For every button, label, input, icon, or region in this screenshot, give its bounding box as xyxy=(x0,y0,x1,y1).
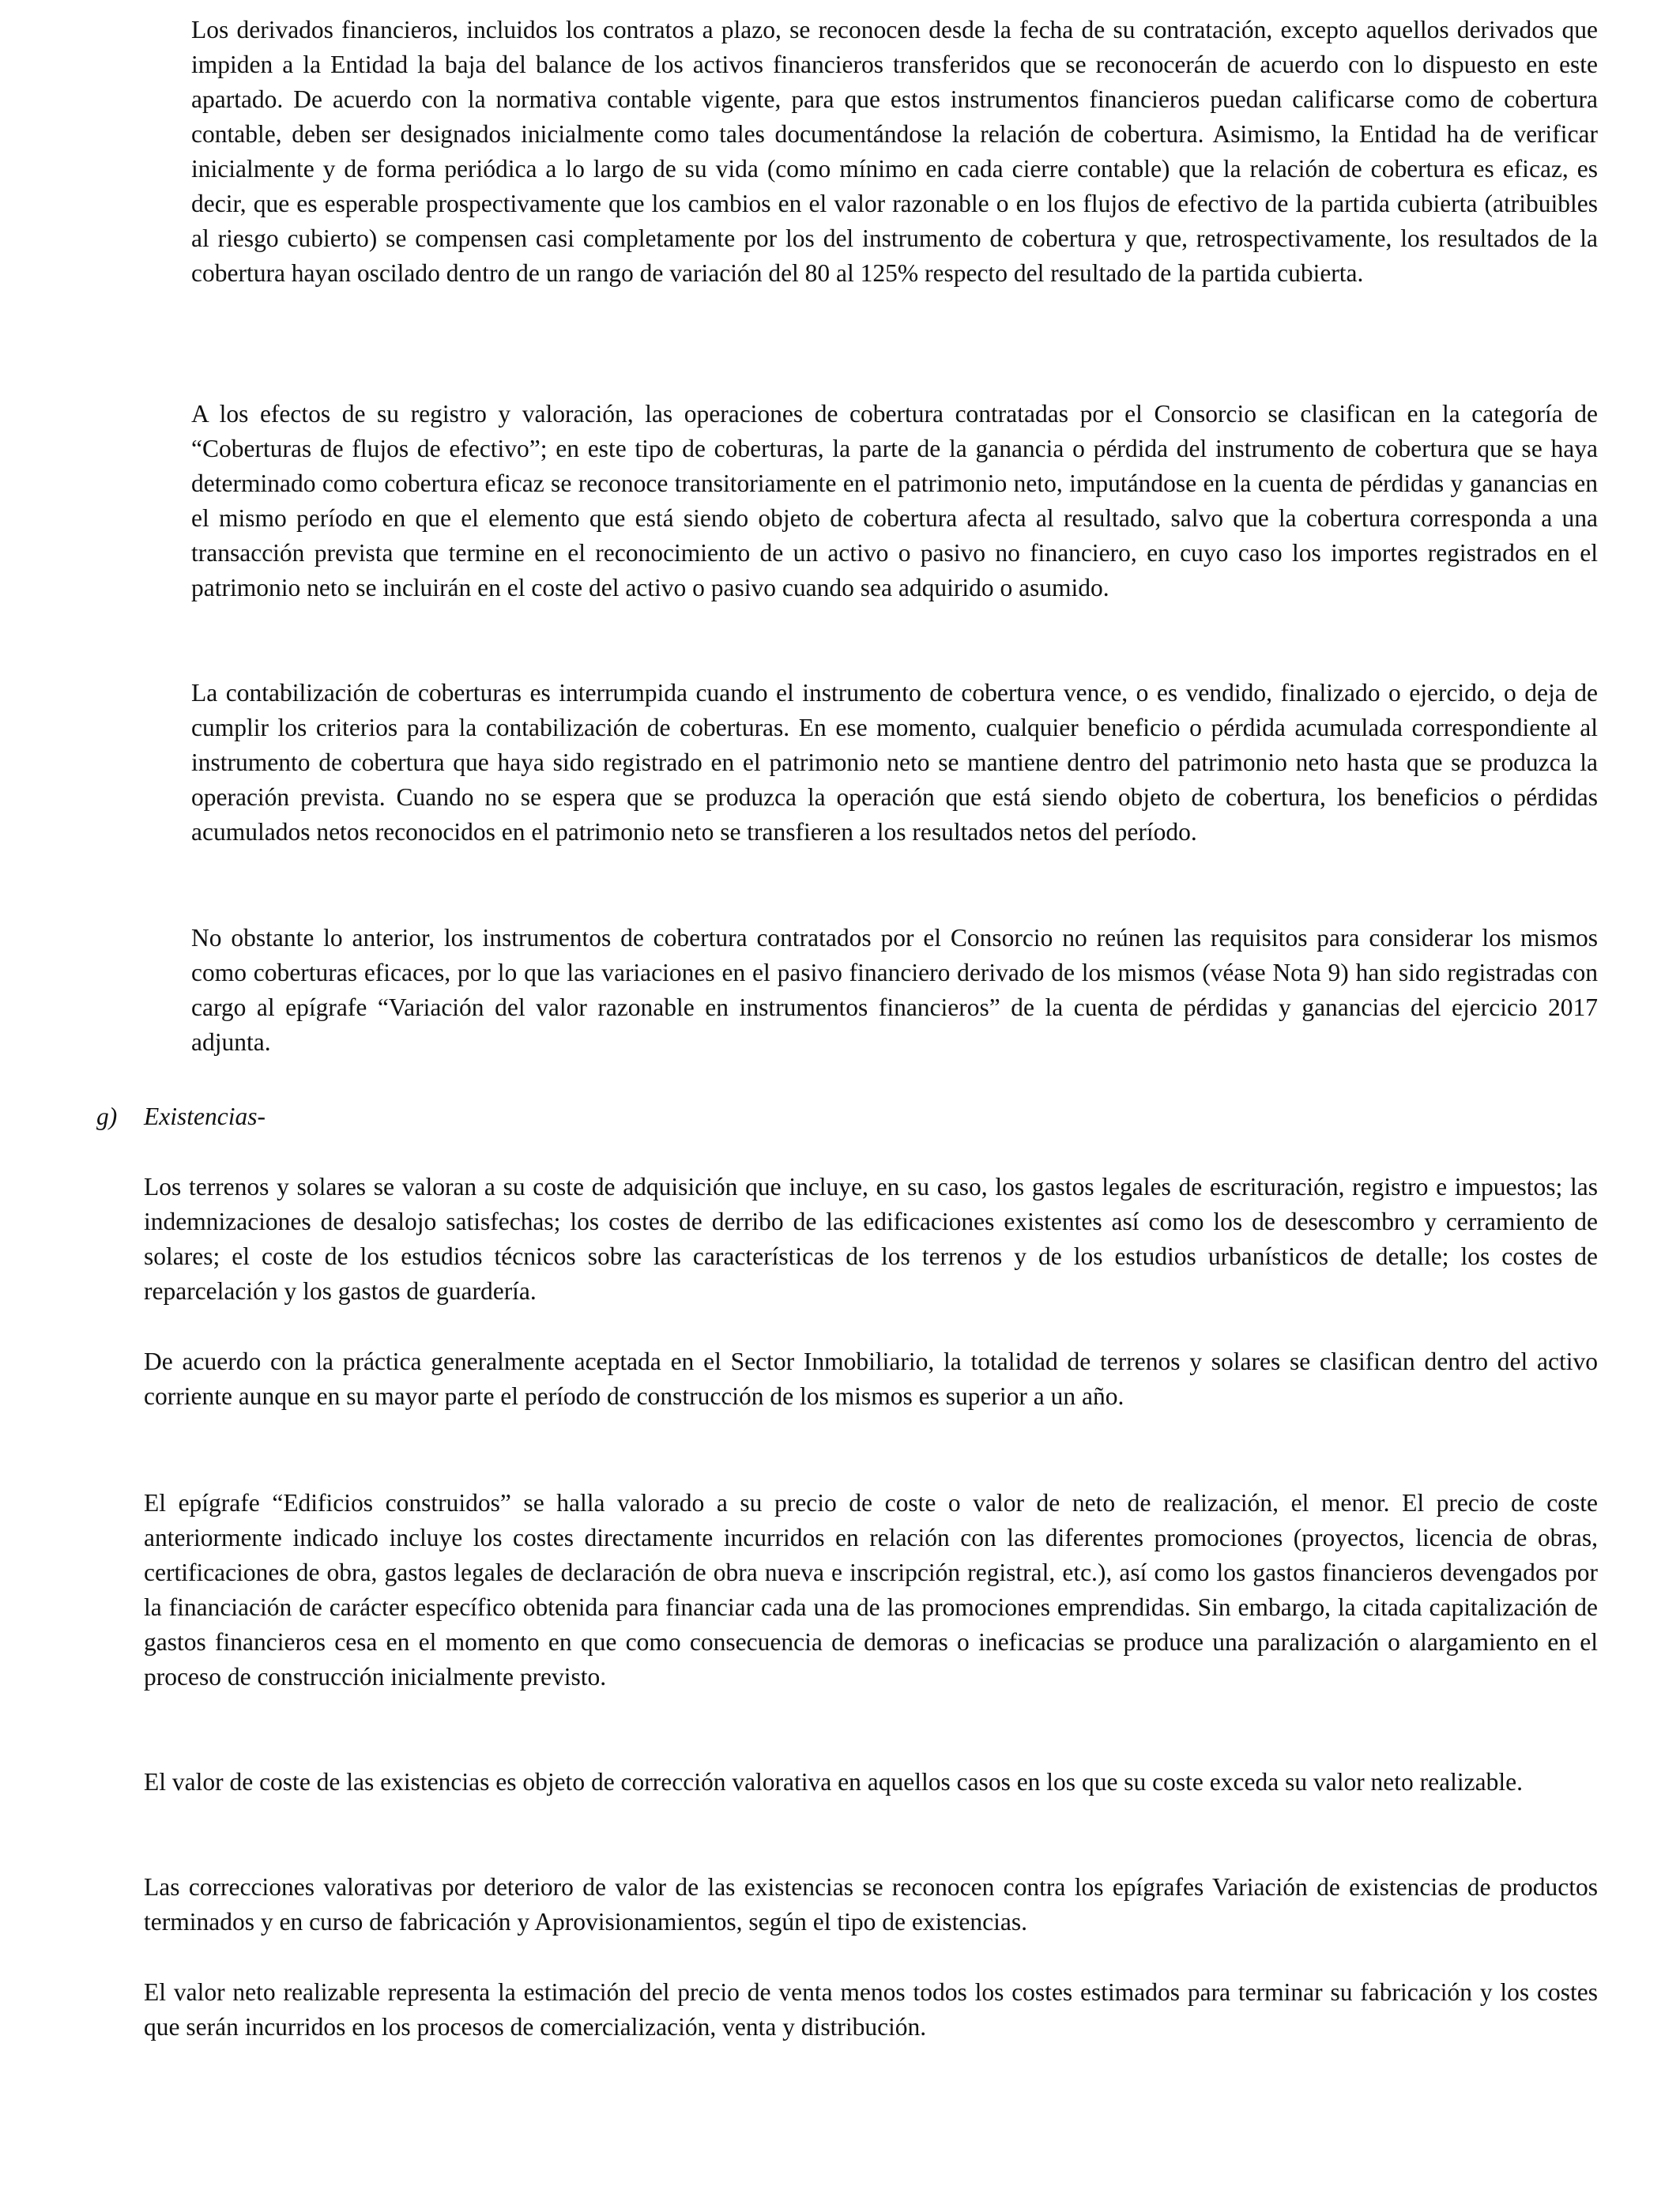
ineffective-hedges-paragraph: No obstante lo anterior, los instrumentos de cobertura contratados por el Consorcio no reúnen las requisitos para considerar los mismos como coberturas eficaces, por lo que las variaciones en el pasivo financiero derivado de los mismos (véase Nota 9) han sido registradas con cargo al epígrafe “Variación del valor razonable en instrumentos financieros” de la cuenta de pérdidas y ganancias del ejercicio 2017 adjunta. xyxy=(191,924,1598,1056)
impairment-paragraph: Las correcciones valorativas por deterioro de valor de las existencias se reconocen contra los epígrafes Variación de existencias de productos terminados y en curso de fabricación y Aprovisionamientos, según el tipo de existencias. xyxy=(144,1873,1598,1936)
hedge-derivatives-paragraph: Los derivados financieros, incluidos los contratos a plazo, se reconocen desde la fecha de su contratación, excepto aquellos derivados que impiden a la Entidad la baja del balance de los activos financieros transferidos que se reconocerán de acuerdo con lo dispuesto en este apartado. De acuerdo con la normativa contable vigente, para que estos instrumentos financieros puedan calificarse como de cobertura contable, deben ser designados inicialmente como tales documentándose la relación de cobertura. Asimismo, la Entidad ha de verificar inicialmente y de forma periódica a lo largo de su vida (como mínimo en cada cierre contable) que la relación de cobertura es eficaz, es decir, que es esperable prospectivamente que los cambios en el valor razonable o en los flujos de efectivo de la partida cubierta (atribuibles al riesgo cubierto) se compensen casi completamente por los del instrumento de cobertura y que, retrospectivamente, los resultados de la cobertura hayan oscilado dentro de un rango de variación del 80 al 125% respecto del resultado de la partida cubierta. xyxy=(191,16,1598,287)
section-heading-existencias xyxy=(96,1099,266,1134)
section-title: Existencias- xyxy=(144,1103,266,1130)
hedge-discontinuation-paragraph: La contabilización de coberturas es interrumpida cuando el instrumento de cobertura vence, o es vendido, finalizado o ejercido, o deja de cumplir los criterios para la contabilización de coberturas. En ese momento, cualquier beneficio o pérdida acumulada correspondiente al instrumento de cobertura que haya sido registrado en el patrimonio neto se mantiene dentro del patrimonio neto hasta que se produzca la operación prevista. Cuando no se espera que se produzca la operación que está siendo objeto de cobertura, los beneficios o pérdidas acumulados netos reconocidos en el patrimonio neto se transfieren a los resultados netos del período. xyxy=(191,679,1598,846)
land-classification-paragraph: De acuerdo con la práctica generalmente aceptada en el Sector Inmobiliario, la totalidad de terrenos y solares se clasifican dentro del activo corriente aunque en su mayor parte el período de construcción de los mismos es superior a un año. xyxy=(144,1348,1598,1410)
buildings-cost-paragraph: El epígrafe “Edificios construidos” se halla valorado a su precio de coste o valor de neto de realización, el menor. El precio de coste anteriormente indicado incluye los costes directamente incurridos en relación con las diferentes promociones (proyectos, licencia de obras, certificaciones de obra, gastos legales de declaración de obra nueva e inscripción registral, etc.), así como los gastos financieros devengados por la financiación de carácter específico obtenida para financiar cada una de las promociones emprendidas. Sin embargo, la citada capitalización de gastos financieros cesa en el momento en que como consecuencia de demoras o ineficacias se produce una paralización o alargamiento en el proceso de construcción inicialmente previsto. xyxy=(144,1489,1598,1691)
net-realizable-value-paragraph: El valor neto realizable representa la estimación del precio de venta menos todos los costes estimados para terminar su fabricación y los costes que serán incurridos en los procesos de comercialización, venta y distribución. xyxy=(144,1978,1598,2041)
land-valuation-paragraph: Los terrenos y solares se valoran a su coste de adquisición que incluye, en su caso, los gastos legales de escrituración, registro e impuestos; las indemnizaciones de desalojo satisfechas; los costes de derribo de las edificaciones existentes así como los de desescombro y cerramiento de solares; el coste de los estudios técnicos sobre las características de los terrenos y de los estudios urbanísticos de detalle; los costes de reparcelación y los gastos de guardería. xyxy=(144,1173,1598,1305)
cash-flow-hedges-paragraph: A los efectos de su registro y valoración, las operaciones de cobertura contratadas por el Consorcio se clasifican en la categoría de “Coberturas de flujos de efectivo”; en este tipo de coberturas, la parte de la ganancia o pérdida del instrumento de cobertura que se haya determinado como cobertura eficaz se reconoce transitoriamente en el patrimonio neto, imputándose en la cuenta de pérdidas y ganancias en el mismo período en que el elemento que está siendo objeto de cobertura afecta al resultado, salvo que la cobertura corresponda a una transacción prevista que termine en el reconocimiento de un activo o pasivo no financiero, en cuyo caso los importes registrados en el patrimonio neto se incluirán en el coste del activo o pasivo cuando sea adquirido o asumido. xyxy=(191,400,1598,601)
valuation-correction-paragraph: El valor de coste de las existencias es objeto de corrección valorativa en aquellos casos en los que su coste exceda su valor neto realizable. xyxy=(144,1768,1523,1796)
section-letter: g) xyxy=(96,1103,118,1130)
